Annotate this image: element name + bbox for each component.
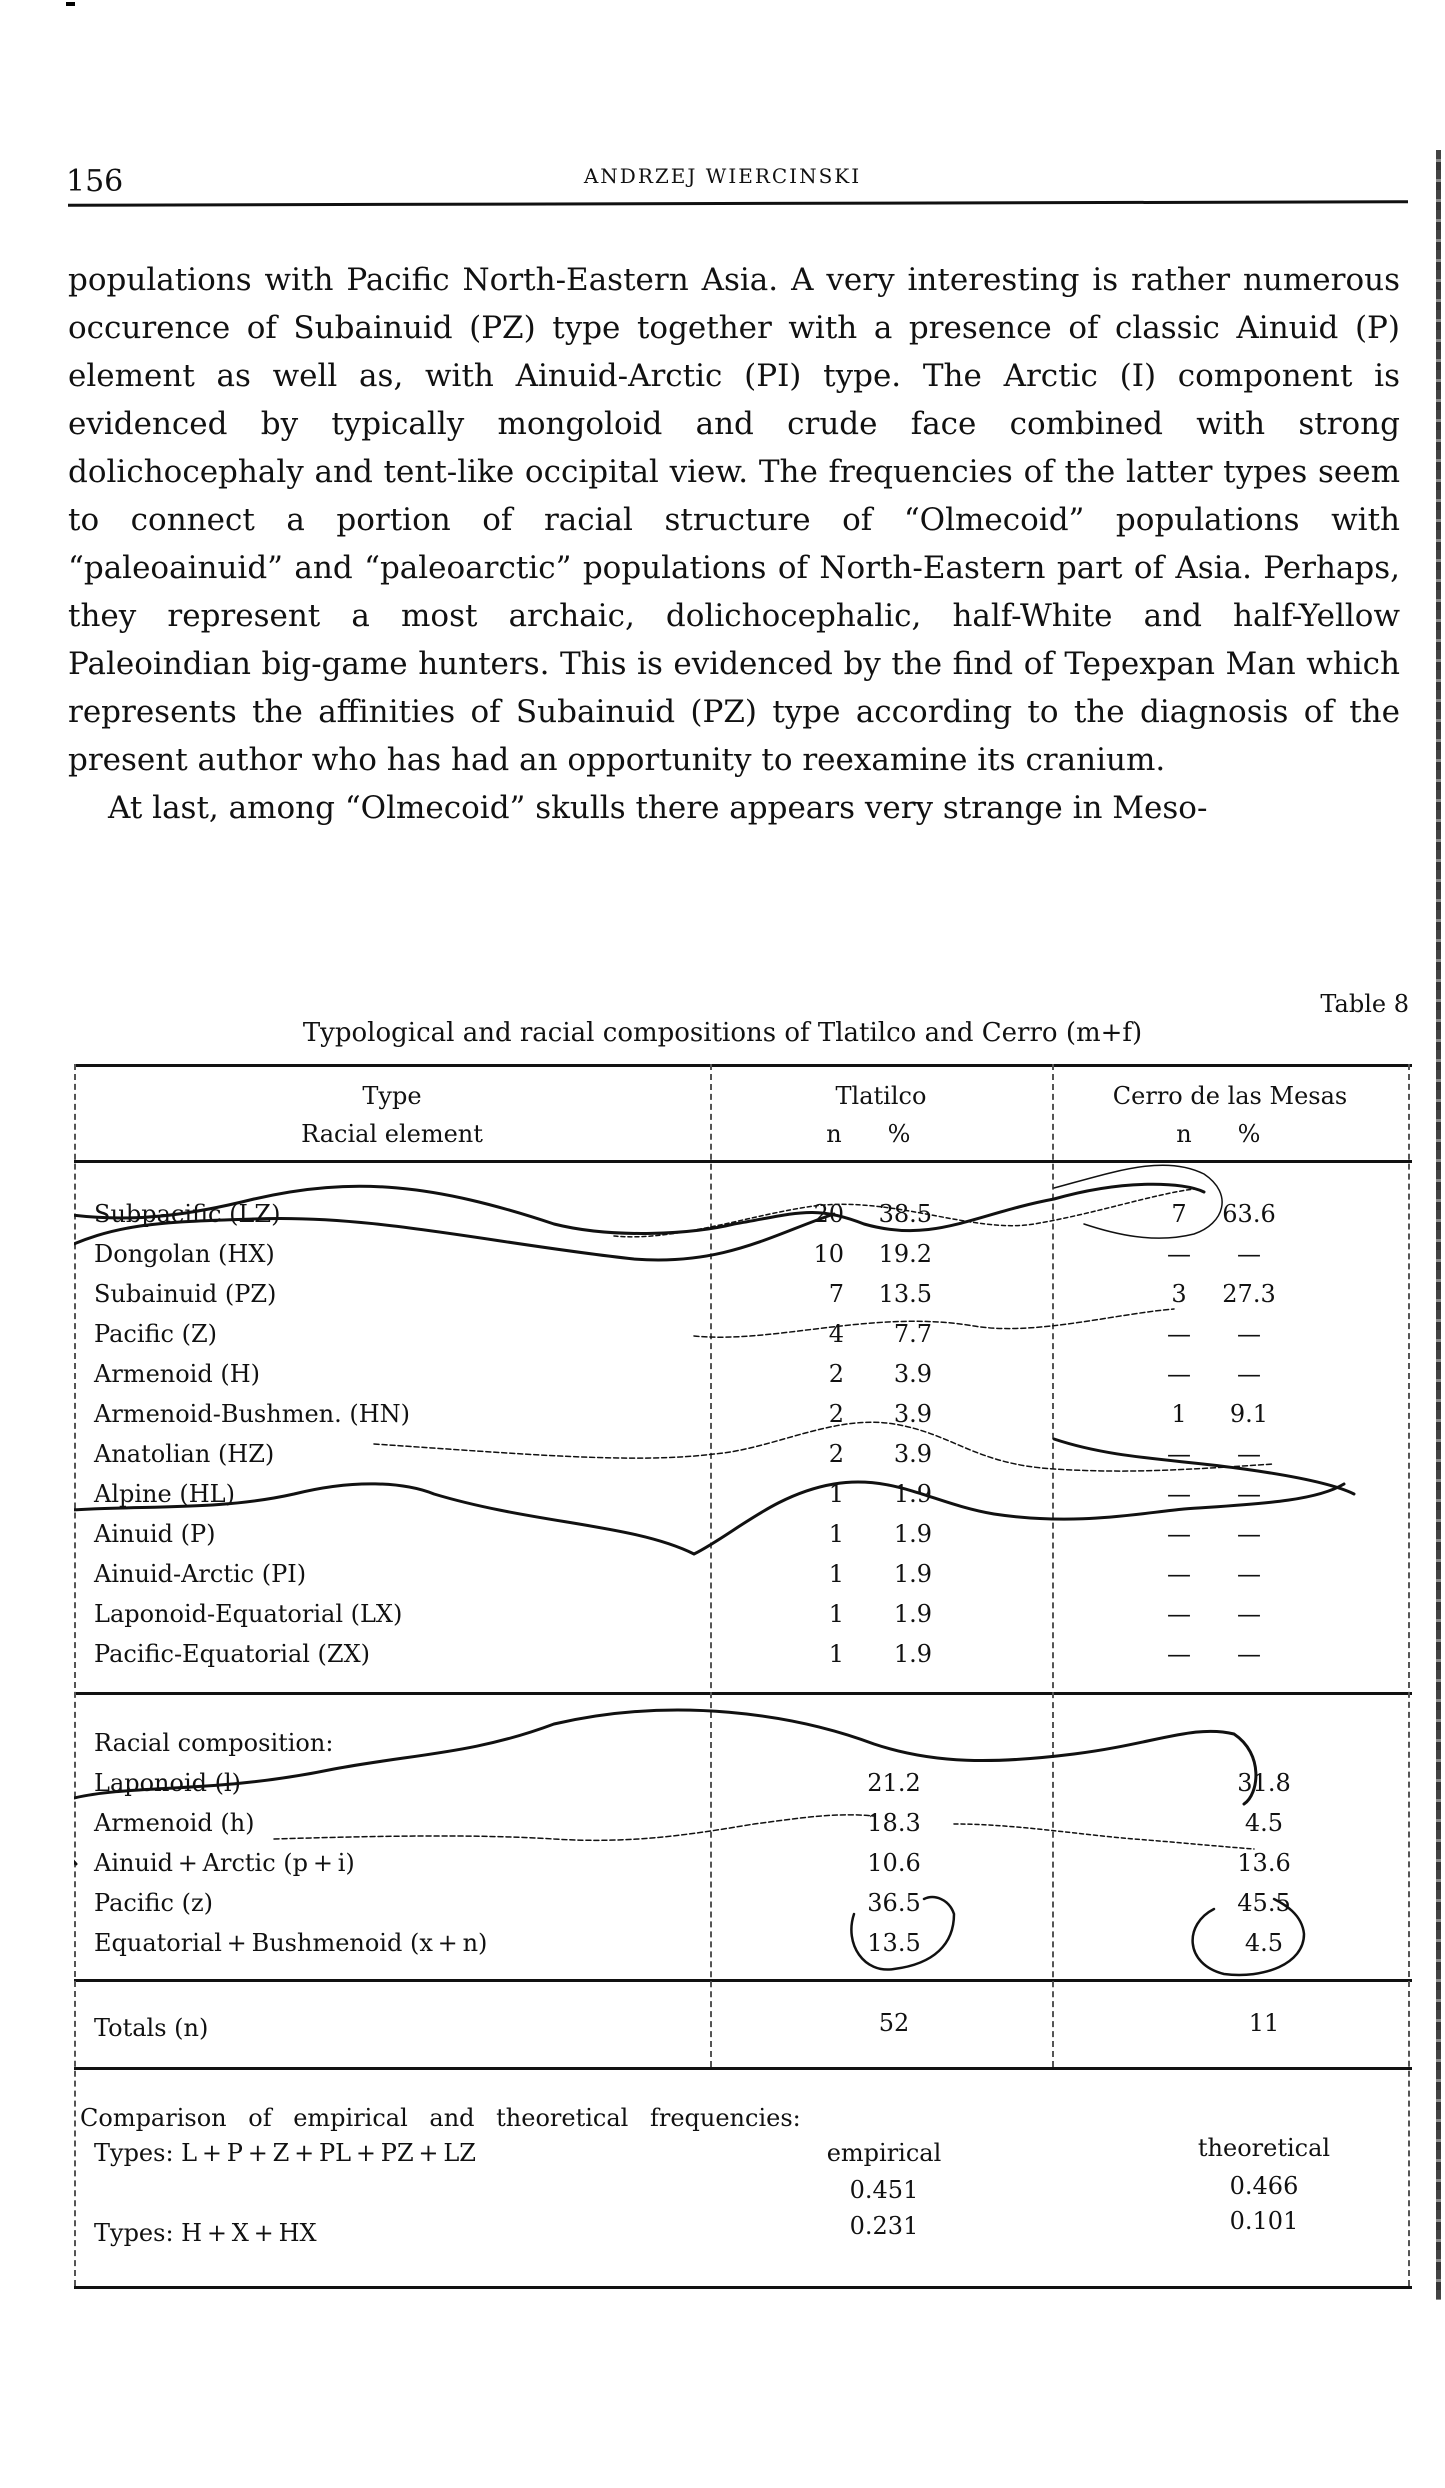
racial-row-label: Laponoid (l)	[94, 1769, 242, 1797]
header-cerro-pct: %	[1237, 1120, 1261, 1148]
type-row-tlatilco-pct: 13.5	[878, 1280, 932, 1308]
type-row-label: Dongolan (HX)	[94, 1240, 275, 1268]
data-table	[74, 1064, 1412, 2289]
comparison-empirical: 0.231	[849, 2212, 919, 2240]
type-row-tlatilco-pct: 3.9	[893, 1440, 932, 1468]
racial-row-label: Equatorial + Bushmenoid (x + n)	[94, 1929, 488, 1957]
pen-stroke	[1054, 1439, 1354, 1494]
type-row-cerro-pct: —	[1237, 1560, 1261, 1588]
type-row-tlatilco-n: 1	[828, 1640, 844, 1668]
type-row-tlatilco-n: 7	[828, 1280, 844, 1308]
type-row-cerro-n: —	[1167, 1520, 1191, 1548]
racial-bottom-rule	[74, 1979, 1412, 1982]
type-row-tlatilco-n: 1	[828, 1600, 844, 1628]
type-row-tlatilco-pct: 7.7	[893, 1320, 932, 1348]
type-row-cerro-n: —	[1167, 1360, 1191, 1388]
col-divider-1	[710, 1064, 712, 2067]
type-row-tlatilco-n: 10	[813, 1240, 844, 1268]
theoretical-label: theoretical	[1197, 2134, 1331, 2162]
types-bottom-rule	[74, 1692, 1412, 1695]
racial-row-cerro-pct: 45.5	[1237, 1889, 1291, 1917]
type-row-cerro-n: —	[1167, 1320, 1191, 1348]
type-row-label: Ainuid-Arctic (PI)	[94, 1560, 307, 1588]
comparison-row-label: Types: L + P + Z + PL + PZ + LZ	[94, 2139, 476, 2167]
type-row-cerro-pct: —	[1237, 1520, 1261, 1548]
scan-mark	[66, 2, 75, 6]
totals-label: Totals (n)	[94, 2014, 209, 2042]
type-row-cerro-pct: —	[1237, 1480, 1261, 1508]
type-row-cerro-pct: —	[1237, 1240, 1261, 1268]
empirical-label: empirical	[826, 2139, 942, 2167]
type-row-cerro-n: —	[1167, 1600, 1191, 1628]
type-row-label: Anatolian (HZ)	[94, 1440, 275, 1468]
type-row-tlatilco-pct: 3.9	[893, 1360, 932, 1388]
racial-row-tlatilco-pct: 18.3	[867, 1809, 921, 1837]
comparison-theoretical: 0.466	[1229, 2172, 1299, 2200]
type-row-tlatilco-pct: 19.2	[878, 1240, 932, 1268]
racial-row-tlatilco-pct: 13.5	[867, 1929, 921, 1957]
comparison-empirical: 0.451	[849, 2176, 919, 2204]
type-row-label: Subpacific (LZ)	[94, 1200, 281, 1228]
type-row-label: Laponoid-Equatorial (LX)	[94, 1600, 403, 1628]
type-row-tlatilco-n: 2	[828, 1400, 844, 1428]
racial-row-label: Armenoid (h)	[94, 1809, 255, 1837]
type-row-tlatilco-pct: 3.9	[893, 1400, 932, 1428]
type-row-label: Pacific (Z)	[94, 1320, 217, 1348]
table-label: Table 8	[1320, 990, 1409, 1018]
type-row-label: Alpine (HL)	[94, 1480, 235, 1508]
type-row-cerro-n: 3	[1171, 1280, 1187, 1308]
paragraph: At last, among “Olmecoid” skulls there appears very strange in Meso-	[108, 790, 1208, 826]
type-row-cerro-pct: —	[1237, 1600, 1261, 1628]
racial-row-cerro-pct: 4.5	[1244, 1809, 1284, 1837]
racial-row-tlatilco-pct: 10.6	[867, 1849, 921, 1877]
type-row-tlatilco-n: 2	[828, 1360, 844, 1388]
left-border	[74, 1064, 76, 2286]
pen-stroke	[74, 1710, 1256, 1804]
pen-stroke	[694, 1309, 1174, 1337]
type-row-label: Subainuid (PZ)	[94, 1280, 277, 1308]
comparison-theoretical: 0.101	[1229, 2207, 1299, 2235]
type-row-tlatilco-pct: 1.9	[893, 1560, 932, 1588]
type-row-cerro-n: —	[1167, 1240, 1191, 1268]
type-row-label: Pacific-Equatorial (ZX)	[94, 1640, 371, 1668]
racial-row-tlatilco-pct: 36.5	[867, 1889, 921, 1917]
comparison-heading: Comparison of empirical and theoretical frequencies:	[80, 2104, 801, 2132]
type-row-tlatilco-pct: 1.9	[893, 1640, 932, 1668]
type-row-cerro-n: —	[1167, 1560, 1191, 1588]
type-row-tlatilco-pct: 38.5	[878, 1200, 932, 1228]
header-type: Type	[362, 1082, 422, 1110]
header-tlatilco-pct: %	[887, 1120, 911, 1148]
racial-row-cerro-pct: 13.6	[1237, 1849, 1291, 1877]
type-row-cerro-n: 1	[1171, 1400, 1187, 1428]
type-row-label: Armenoid-Bushmen. (HN)	[94, 1400, 411, 1428]
table-top-rule	[74, 1064, 1412, 1067]
type-row-label: Armenoid (H)	[94, 1360, 260, 1388]
body-text	[68, 256, 1400, 832]
type-row-cerro-n: —	[1167, 1480, 1191, 1508]
racial-heading: Racial composition:	[94, 1729, 334, 1757]
pen-stroke	[954, 1824, 1254, 1849]
racial-row-cerro-pct: 31.8	[1237, 1769, 1291, 1797]
type-row-cerro-pct: 63.6	[1222, 1200, 1276, 1228]
right-border	[1408, 1064, 1410, 2286]
header-tlatilco: Tlatilco	[835, 1082, 927, 1110]
running-head: ANDRZEJ WIERCINSKI	[583, 164, 862, 188]
type-row-cerro-n: 7	[1171, 1200, 1187, 1228]
type-row-cerro-pct: —	[1237, 1640, 1261, 1668]
totals-cerro: 11	[1248, 2009, 1280, 2037]
type-row-cerro-pct: 27.3	[1222, 1280, 1276, 1308]
type-row-cerro-pct: —	[1237, 1360, 1261, 1388]
comparison-row-label: Types: H + X + HX	[94, 2219, 317, 2247]
paragraph: populations with Pacific North-Eastern Asia. A very interesting is rather numerous occurence of Subainuid (PZ) type together with a presence of classic Ainuid (P) element as well as, with Ainuid-Arctic (PI) type. The Arctic (I) component is evidenced by typically mongoloid and crude face combined with strong dolichocephaly and tent-like occipital view. The frequencies of the latter types seem to connect a portion of racial structure of “Olmecoid” populations with “paleoainuid” and “paleoarctic” populations of North-Eastern part of Asia. Perhaps, they represent a most archaic, dolichocephalic, half-White and half-Yellow Paleoindian big-game hunters. This is evidenced by the find of Tepexpan Man which represents the affinities of Subainuid (PZ) type according to the diagnosis of the present author who has had an opportunity to reexamine its cranium.	[68, 262, 1400, 778]
header-racial-element: Racial element	[301, 1120, 483, 1148]
racial-row-label: Ainuid + Arctic (p + i)	[94, 1849, 355, 1877]
racial-row-tlatilco-pct: 21.2	[867, 1769, 921, 1797]
header-bottom-rule	[74, 1160, 1412, 1163]
type-row-tlatilco-n: 4	[828, 1320, 844, 1348]
type-row-tlatilco-pct: 1.9	[893, 1480, 932, 1508]
pen-stroke	[274, 1815, 874, 1841]
type-row-cerro-n: —	[1167, 1440, 1191, 1468]
type-row-tlatilco-n: 1	[828, 1560, 844, 1588]
type-row-tlatilco-n: 2	[828, 1440, 844, 1468]
scan-edge	[1436, 150, 1441, 2300]
type-row-cerro-pct: —	[1237, 1440, 1261, 1468]
page-number: 156	[66, 164, 124, 199]
type-row-tlatilco-n: 20	[813, 1200, 844, 1228]
type-row-tlatilco-n: 1	[828, 1520, 844, 1548]
racial-row-cerro-pct: 4.5	[1244, 1929, 1284, 1957]
header-cerro: Cerro de las Mesas	[1112, 1082, 1348, 1110]
type-row-label: Ainuid (P)	[94, 1520, 216, 1548]
type-row-cerro-pct: 9.1	[1229, 1400, 1269, 1428]
header-tlatilco-n: n	[826, 1120, 842, 1148]
type-row-cerro-n: —	[1167, 1640, 1191, 1668]
type-row-tlatilco-pct: 1.9	[893, 1600, 932, 1628]
header-cerro-n: n	[1176, 1120, 1192, 1148]
type-row-cerro-pct: —	[1237, 1320, 1261, 1348]
racial-row-label: Pacific (z)	[94, 1889, 213, 1917]
table-caption: Typological and racial compositions of Tlatilco and Cerro (m+f)	[302, 1018, 1143, 1048]
type-row-tlatilco-n: 1	[828, 1480, 844, 1508]
type-row-tlatilco-pct: 1.9	[893, 1520, 932, 1548]
header-rule	[68, 200, 1408, 207]
totals-tlatilco: 52	[878, 2009, 910, 2037]
totals-bottom-rule	[74, 2067, 1412, 2070]
col-divider-2	[1052, 1064, 1054, 2067]
table-bottom-rule	[74, 2286, 1412, 2289]
